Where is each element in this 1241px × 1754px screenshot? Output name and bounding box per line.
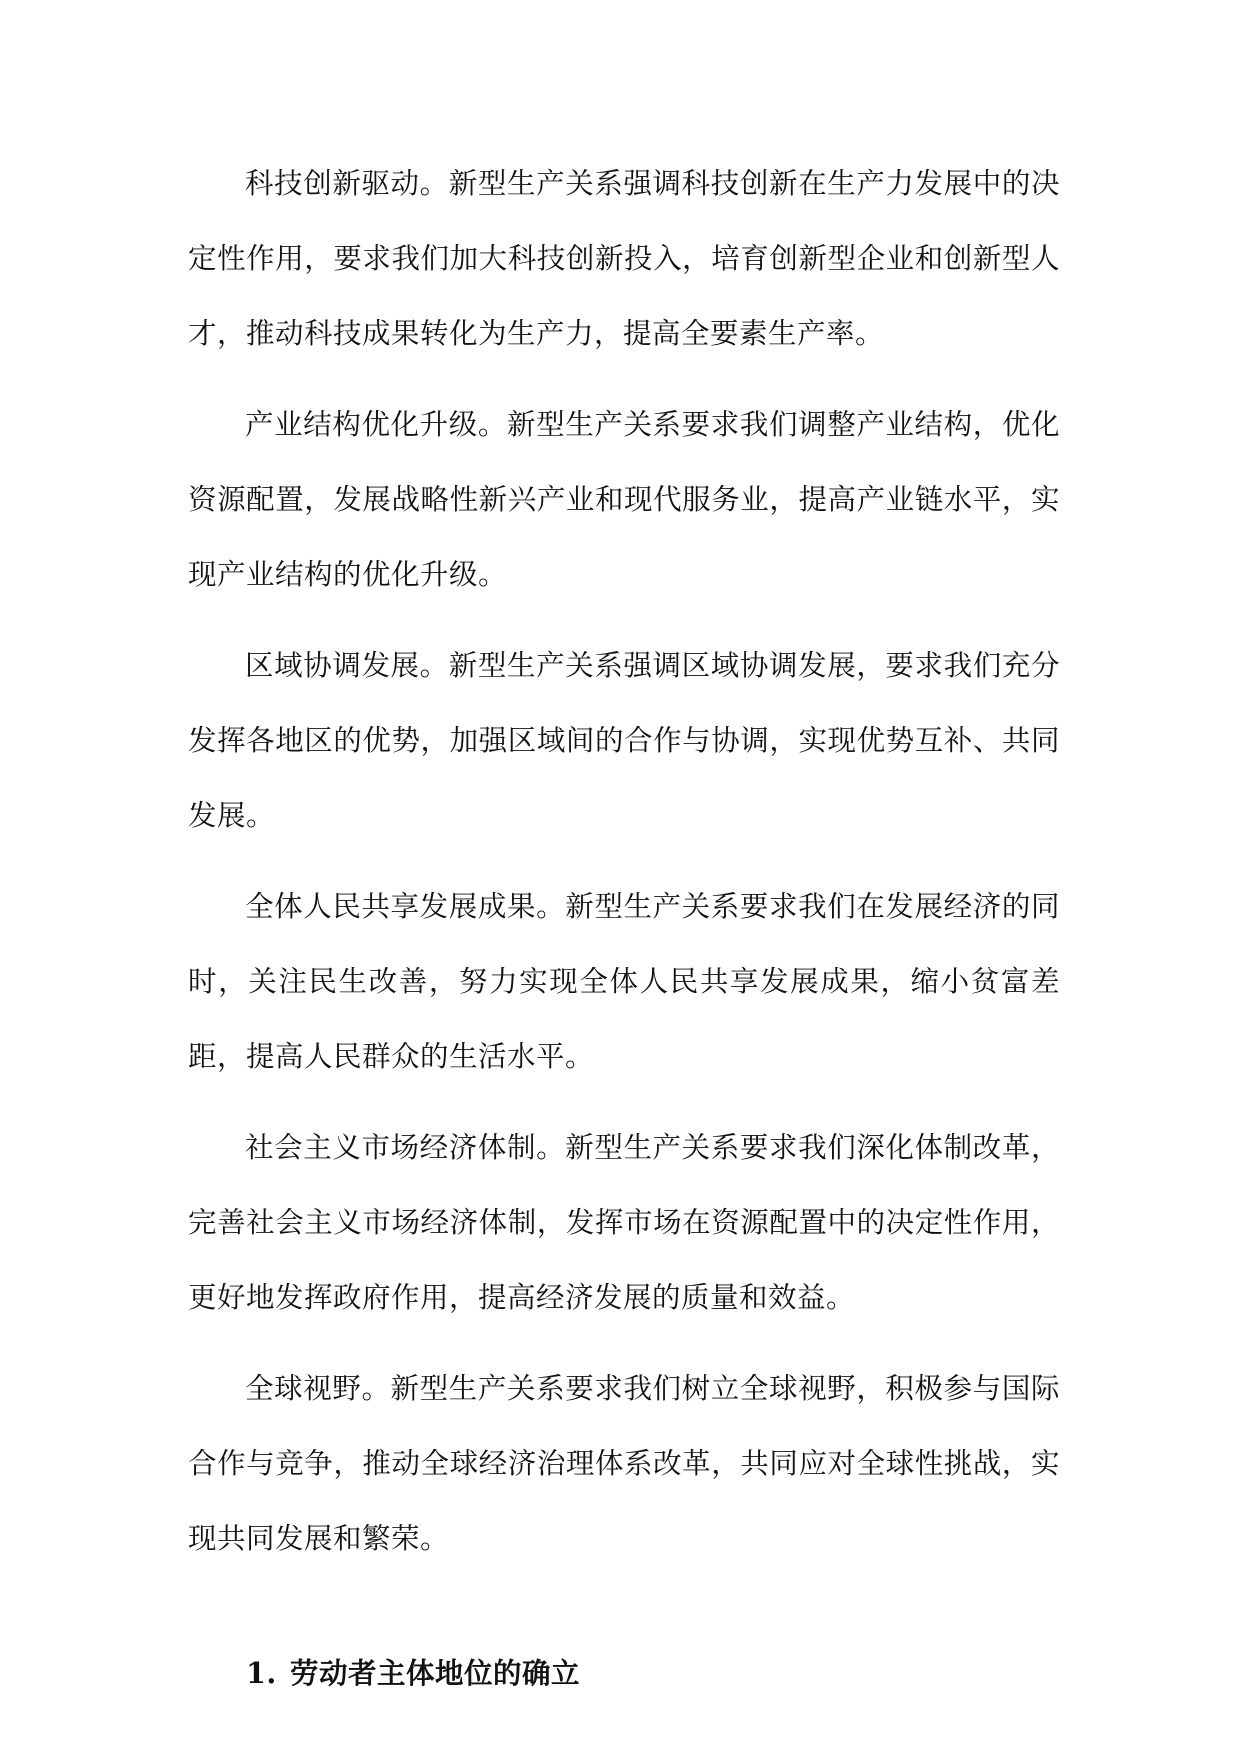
paragraph-tech-innovation: 科技创新驱动。新型生产关系强调科技创新在生产力发展中的决定性作用，要求我们加大科技创新投入，培育创新型企业和创新型人才，推动科技成果转化为生产力，提高全要素生产率。 <box>188 167 1060 350</box>
section-heading <box>188 1636 1060 1711</box>
section-heading-number: 1. <box>246 1656 277 1690</box>
document-body <box>188 146 1060 1711</box>
paragraph-shared-prosperity: 全体人民共享发展成果。新型生产关系要求我们在发展经济的同时，关注民生改善，努力实现全体人民共享发展成果，缩小贫富差距，提高人民群众的生活水平。 <box>188 890 1060 1073</box>
paragraph-regional-development: 区域协调发展。新型生产关系强调区域协调发展，要求我们充分发挥各地区的优势，加强区域间的合作与协调，实现优势互补、共同发展。 <box>188 649 1060 832</box>
paragraph-industrial-structure: 产业结构优化升级。新型生产关系要求我们调整产业结构，优化资源配置，发展战略性新兴产业和现代服务业，提高产业链水平，实现产业结构的优化升级。 <box>188 408 1060 591</box>
paragraph-market-economy: 社会主义市场经济体制。新型生产关系要求我们深化体制改革，完善社会主义市场经济体制，发挥市场在资源配置中的决定性作用，更好地发挥政府作用，提高经济发展的质量和效益。 <box>188 1131 1060 1314</box>
section-heading-text: 劳动者主体地位的确立 <box>290 1656 581 1690</box>
paragraph-global-vision: 全球视野。新型生产关系要求我们树立全球视野，积极参与国际合作与竞争，推动全球经济治理体系改革，共同应对全球性挑战，实现共同发展和繁荣。 <box>188 1372 1060 1555</box>
